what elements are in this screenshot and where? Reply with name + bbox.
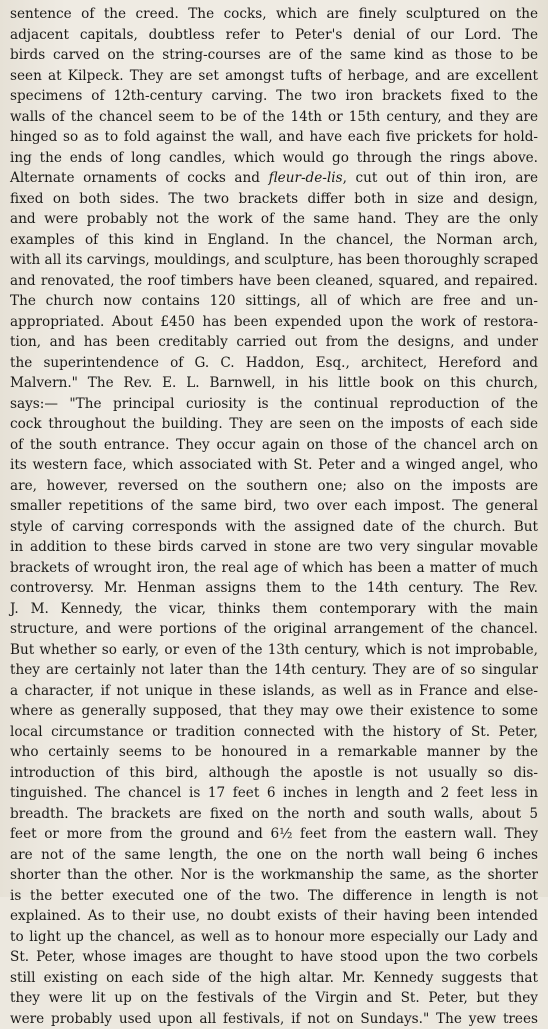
text-line: sentence of the creed. The cocks, which are finely sculptured on the	[10, 4, 538, 25]
text-line: feet or more from the ground and 6½ feet from the eastern wall. They	[10, 824, 538, 845]
text-line: St. Peter, whose images are thought to have stood upon the two corbels	[10, 947, 538, 968]
text-line: birds carved on the string-courses are of the same kind as those to be	[10, 45, 538, 66]
text-line: its western face, which associated with St. Peter and a winged angel, who	[10, 455, 538, 476]
text-line: controversy. Mr. Henman assigns them to the 14th century. The Rev.	[10, 578, 538, 599]
text-line: ing the ends of long candles, which would go through the rings above.	[10, 148, 538, 169]
text-line: says:— "The principal curiosity is the continual reproduction of the	[10, 394, 538, 415]
text-line: to light up the chancel, as well as to honour more especially our Lady and	[10, 927, 538, 948]
text-line: structure, and were portions of the original arrangement of the chancel.	[10, 619, 538, 640]
text-line: is the better executed one of the two. The difference in length is not	[10, 886, 538, 907]
text-line: introduction of this bird, although the apostle is not usually so dis-	[10, 763, 538, 784]
text-line: J. M. Kennedy, the vicar, thinks them contemporary with the main	[10, 599, 538, 620]
text-line: in addition to these birds carved in stone are two very singular movable	[10, 537, 538, 558]
text-line: style of carving corresponds with the assigned date of the church. But	[10, 517, 538, 538]
text-line: are, however, reversed on the southern one; also on the imposts are	[10, 476, 538, 497]
text-line: are not of the same length, the one on the north wall being 6 inches	[10, 845, 538, 866]
text-line: tion, and has been creditably carried out from the designs, and under	[10, 332, 538, 353]
text-line: local circumstance or tradition connected with the history of St. Peter,	[10, 722, 538, 743]
text-line: explained. As to their use, no doubt exists of their having been intended	[10, 906, 538, 927]
text-line: and renovated, the roof timbers have been cleaned, squared, and repaired.	[10, 271, 538, 292]
text-line: they were lit up on the festivals of the Virgin and St. Peter, but they	[10, 988, 538, 1009]
text-line: seen at Kilpeck. They are set amongst tufts of herbage, and are excellent	[10, 66, 538, 87]
text-line: But whether so early, or even of the 13th century, which is not improbable,	[10, 640, 538, 661]
text-line: tinguished. The chancel is 17 feet 6 inches in length and 2 feet less in	[10, 783, 538, 804]
text-line: fixed on both sides. The two brackets differ both in size and design,	[10, 189, 538, 210]
text-line: and were probably not the work of the same hand. They are the only	[10, 209, 538, 230]
text-line: examples of this kind in England. In the chancel, the Norman arch,	[10, 230, 538, 251]
text-line: who certainly seems to be honoured in a remarkable manner by the	[10, 742, 538, 763]
text-line: were probably used upon all festivals, if not on Sundays." The yew trees	[10, 1009, 538, 1029]
text-line: cock throughout the building. They are seen on the imposts of each side	[10, 414, 538, 435]
text-line: with all its carvings, mouldings, and sculpture, has been thoroughly scraped	[10, 250, 538, 271]
text-line: breadth. The brackets are fixed on the north and south walls, about 5	[10, 804, 538, 825]
text-line: Malvern." The Rev. E. L. Barnwell, in his little book on this church,	[10, 373, 538, 394]
text-line: shorter than the other. Nor is the workmanship the same, as the shorter	[10, 865, 538, 886]
text-line: brackets of wrought iron, the real age of which has been a matter of much	[10, 558, 538, 579]
text-line: walls of the chancel seem to be of the 14th or 15th century, and they are	[10, 107, 538, 128]
text-line: of the south entrance. They occur again on those of the chancel arch on	[10, 435, 538, 456]
text-line: specimens of 12th-century carving. The two iron brackets fixed to the	[10, 86, 538, 107]
text-line: Alternate ornaments of cocks and fleur-de-lis, cut out of thin iron, are	[10, 168, 538, 189]
body-text	[10, 4, 538, 1029]
text-line: The church now contains 120 sittings, all of which are free and un-	[10, 291, 538, 312]
text-line: the superintendence of G. C. Haddon, Esq., architect, Hereford and	[10, 353, 538, 374]
text-line: adjacent capitals, doubtless refer to Peter's denial of our Lord. The	[10, 25, 538, 46]
italic-phrase: fleur-de-lis	[269, 170, 343, 186]
text-line: a character, if not unique in these islands, as well as in France and else-	[10, 681, 538, 702]
text-line: they are certainly not later than the 14th century. They are of so singular	[10, 660, 538, 681]
text-line: still existing on each side of the high altar. Mr. Kennedy suggests that	[10, 968, 538, 989]
text-line: hinged so as to fold against the wall, and have each five prickets for hold-	[10, 127, 538, 148]
text-line: appropriated. About £450 has been expended upon the work of restora-	[10, 312, 538, 333]
text-line: where as generally supposed, that they may owe their existence to some	[10, 701, 538, 722]
text-line: smaller repetitions of the same bird, two over each impost. The general	[10, 496, 538, 517]
